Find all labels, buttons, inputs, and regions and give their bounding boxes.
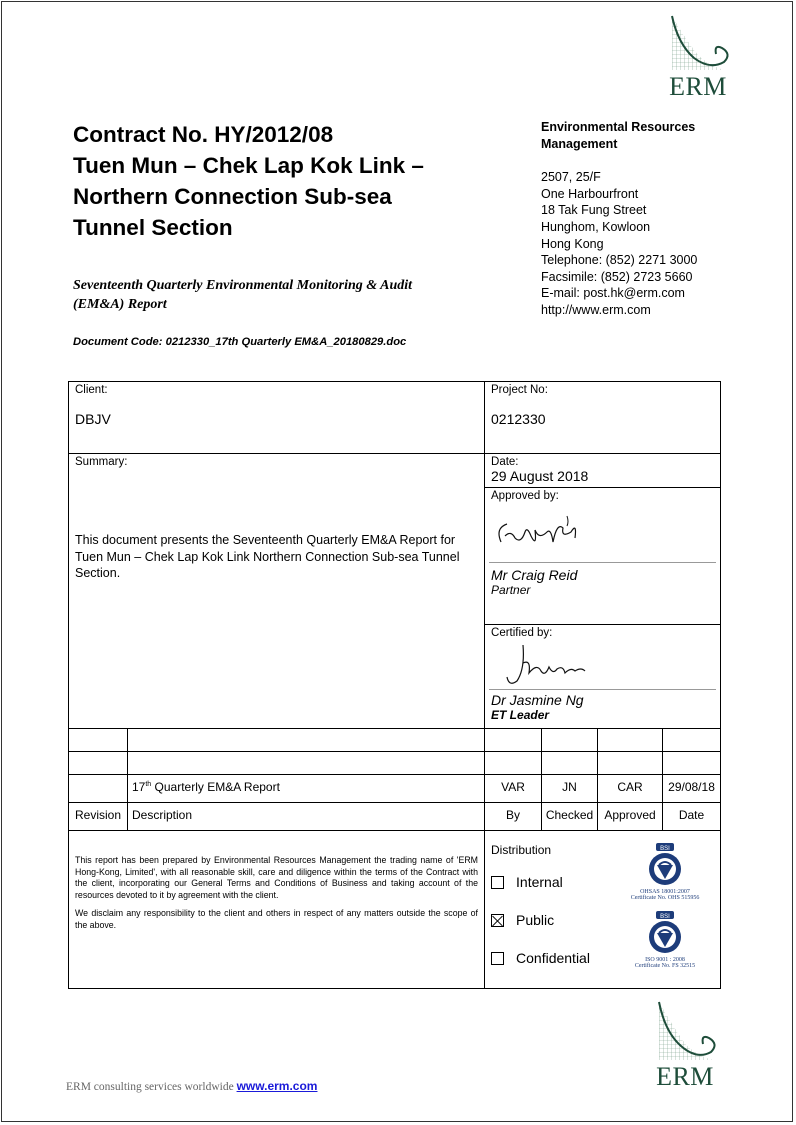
bsi-text: BSI	[660, 914, 670, 920]
footer-link[interactable]: www.erm.com	[236, 1079, 318, 1093]
disclaimer-paragraph-1: This report has been prepared by Environmental Resources Management the trading name of 'ERM Hong-Kong, Limited', with all reasonable skill, care and diligence within the terms of the Contract with the client, incorporating our General Terms and Conditions of Business and taking account of the resources devoted to it by agreement with the client.	[75, 855, 479, 900]
project-value: 0212330	[491, 411, 546, 427]
date-value: 29 August 2018	[491, 468, 589, 484]
cert-2-line: ISO 9001 : 2008	[645, 957, 685, 963]
footer	[66, 1079, 317, 1093]
bsi-text: BSI	[660, 846, 670, 852]
erm-logo-text: ERM	[656, 1062, 714, 1091]
address-line: One Harbourfront	[541, 186, 639, 201]
revision-header: Revision	[69, 803, 128, 831]
approval-cell	[485, 454, 721, 729]
public-label: Public	[516, 912, 555, 928]
organisation-address-block	[541, 119, 741, 319]
revision-checked: JN	[542, 775, 598, 803]
certifier-signature	[495, 639, 615, 689]
telephone-line: Telephone: (852) 2271 3000	[541, 253, 698, 268]
title-line: Tunnel Section	[73, 215, 233, 240]
project-label: Project No:	[491, 384, 548, 396]
internal-label: Internal	[516, 874, 563, 890]
cert-1-line: Certificate No. OHS 515956	[630, 895, 700, 901]
org-name-line: Management	[541, 136, 618, 151]
document-control-table	[68, 381, 721, 989]
address-line: 2507, 25/F	[541, 170, 601, 185]
erm-logo-text: ERM	[669, 72, 727, 101]
distribution-cell	[485, 831, 721, 989]
title-line: Contract No. HY/2012/08	[73, 122, 334, 147]
document-title	[73, 119, 493, 243]
approver-signature	[491, 502, 611, 562]
website-line: http://www.erm.com	[541, 302, 651, 317]
facsimile-line: Facsimile: (852) 2723 5660	[541, 269, 693, 284]
revision-empty-row	[69, 752, 721, 775]
revision-description: 17th Quarterly EM&A Report	[128, 775, 485, 803]
approver-name: Mr Craig Reid	[491, 567, 578, 583]
subtitle-line: Seventeenth Quarterly Environmental Monitoring & Audit	[73, 278, 413, 293]
confidential-checkbox[interactable]	[491, 952, 504, 965]
checked-header: Checked	[542, 803, 598, 831]
subtitle-line: (EM&A) Report	[73, 297, 167, 312]
revision-approved: CAR	[598, 775, 663, 803]
bsi-kitemark-icon	[642, 843, 688, 887]
document-code: Document Code: 0212330_17th Quarterly EM&A_20180829.doc	[73, 336, 407, 348]
certified-label: Certified by:	[491, 627, 553, 639]
certified-block	[485, 625, 720, 728]
revision-row	[69, 775, 721, 803]
by-header: By	[485, 803, 542, 831]
bsi-iso-mark	[625, 911, 705, 969]
erm-logo-top	[664, 14, 732, 102]
org-name-line: Environmental Resources	[541, 120, 696, 134]
internal-checkbox[interactable]	[491, 876, 504, 889]
revision-number	[69, 775, 128, 803]
email-line: E-mail: post.hk@erm.com	[541, 286, 685, 301]
distribution-label: Distribution	[491, 843, 552, 857]
bsi-ohsas-mark	[625, 843, 705, 901]
footer-text: ERM consulting services worldwide	[66, 1081, 237, 1093]
client-cell	[69, 382, 485, 454]
title-line: Tuen Mun – Chek Lap Kok Link –	[73, 153, 424, 178]
client-value: DBJV	[75, 411, 111, 427]
cert-2-line: Certificate No. FS 32515	[634, 963, 696, 969]
summary-cell	[69, 454, 485, 729]
revision-by: VAR	[485, 775, 542, 803]
summary-text: This document presents the Seventeenth Quarterly EM&A Report for Tuen Mun – Chek Lap Kok Link Northern Connection Sub-sea Tunnel Section.	[75, 533, 460, 581]
approver-role: Partner	[491, 583, 531, 597]
erm-logo-icon	[651, 1000, 719, 1062]
erm-logo-icon	[664, 14, 732, 72]
cert-1-line: OHSAS 18001:2007	[640, 889, 690, 895]
certifier-name: Dr Jasmine Ng	[491, 692, 584, 708]
approved-block	[485, 488, 720, 625]
date-block	[485, 454, 720, 488]
address-line: Hong Kong	[541, 236, 604, 251]
confidential-label: Confidential	[516, 950, 590, 966]
date-label: Date:	[491, 456, 519, 468]
certifier-role: ET Leader	[491, 708, 550, 722]
disclaimer-cell	[69, 831, 485, 989]
client-label: Client:	[75, 384, 108, 396]
address-line: Hunghom, Kowloon	[541, 219, 651, 234]
approved-label: Approved by:	[491, 490, 559, 502]
document-subtitle	[73, 276, 473, 314]
revision-date: 29/08/18	[663, 775, 721, 803]
project-cell	[485, 382, 721, 454]
approved-header: Approved	[598, 803, 663, 831]
title-line: Northern Connection Sub-sea	[73, 184, 392, 209]
revision-header-row	[69, 803, 721, 831]
address-line: 18 Tak Fung Street	[541, 203, 647, 218]
bsi-kitemark-icon	[642, 911, 688, 955]
summary-label: Summary:	[75, 456, 128, 468]
public-checkbox-checked[interactable]	[491, 914, 504, 927]
date-header: Date	[663, 803, 721, 831]
revision-empty-row	[69, 729, 721, 752]
disclaimer-paragraph-2: We disclaim any responsibility to the client and others in respect of any matters outside the scope of the above.	[75, 908, 479, 930]
erm-logo-bottom	[651, 1000, 719, 1092]
description-header: Description	[128, 803, 485, 831]
